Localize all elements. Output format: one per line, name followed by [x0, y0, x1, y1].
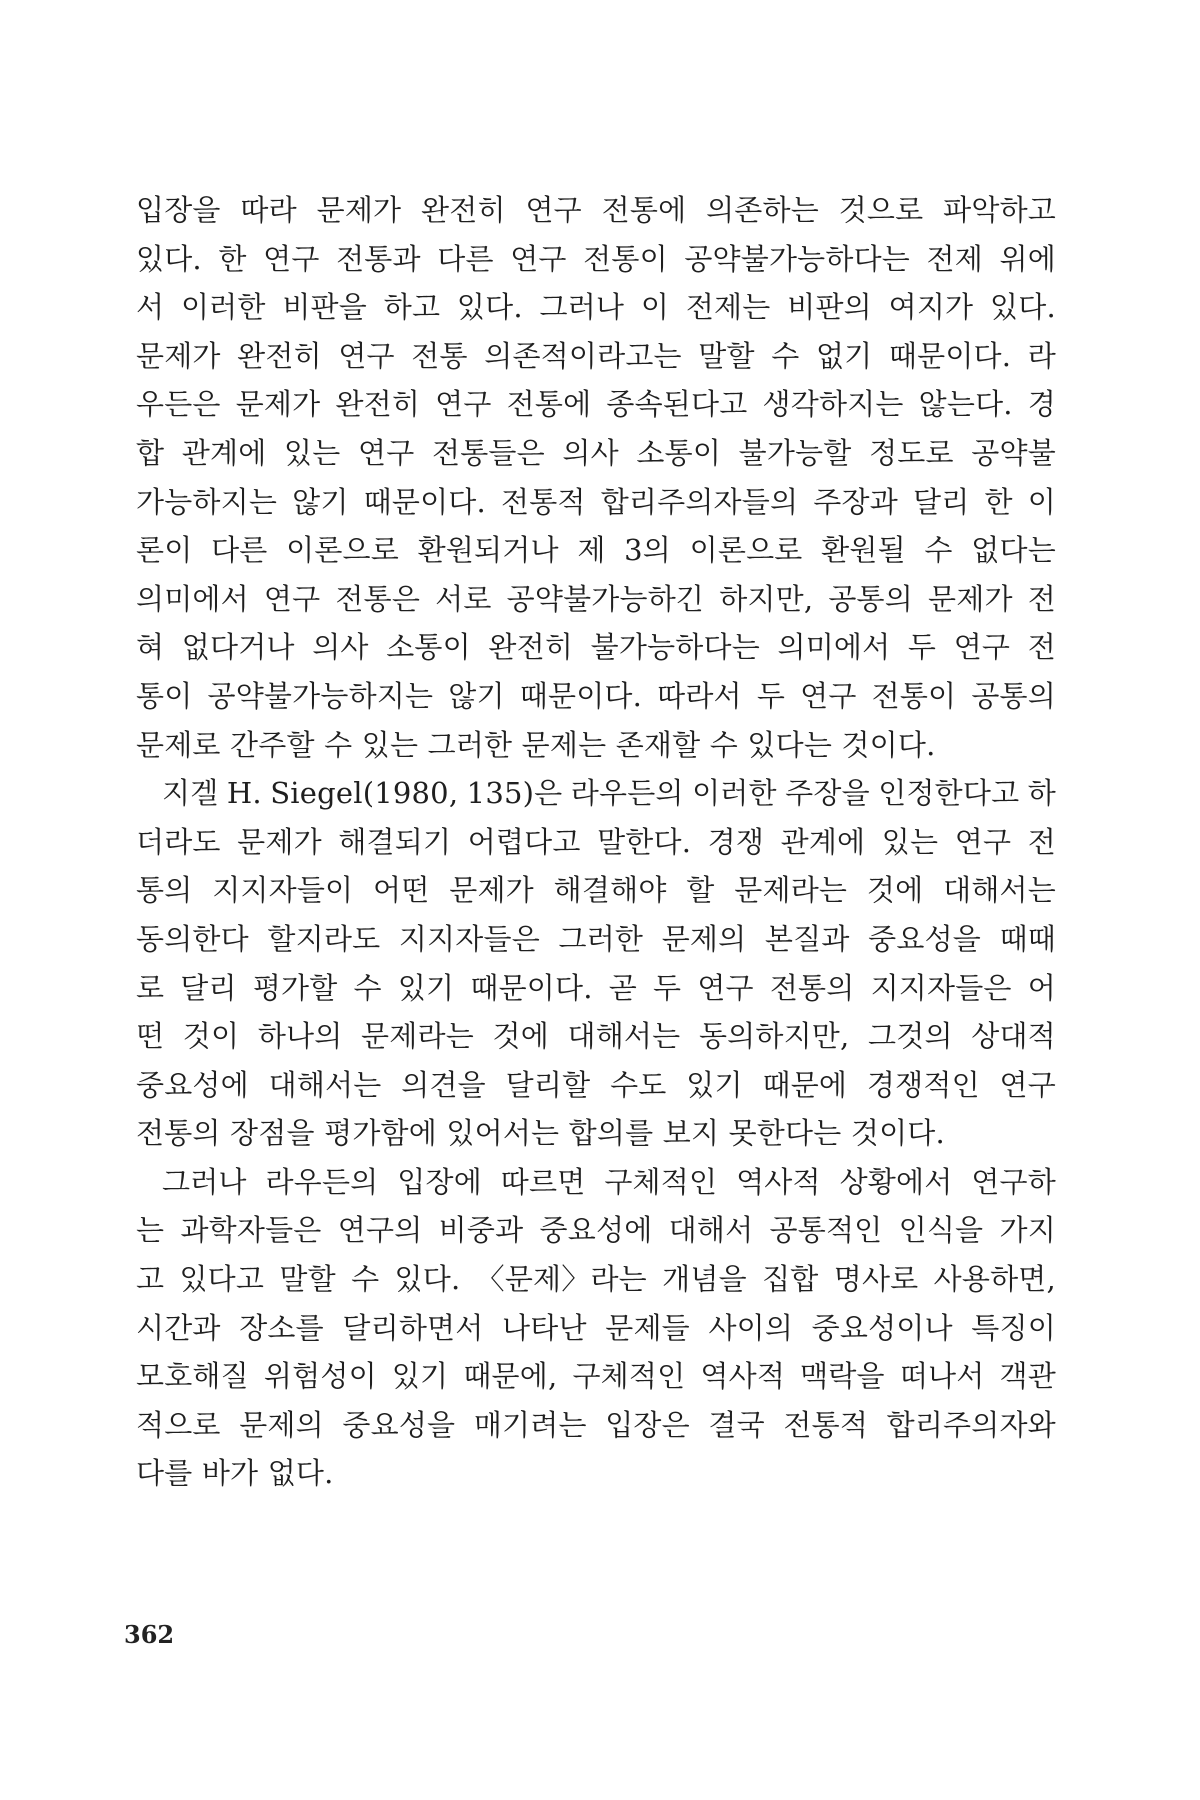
text-line [136, 186, 1056, 235]
word: 않기 [292, 484, 349, 519]
word: 때때 [999, 921, 1056, 956]
word: 공약불가능하긴 [506, 581, 705, 616]
word: 집합 [762, 1262, 819, 1297]
word: 중요성을 [342, 1407, 456, 1442]
text-line [136, 1206, 1056, 1255]
word: 전통들은 [432, 435, 545, 470]
word: 역사적 [700, 1359, 786, 1394]
word: 전통에 [506, 387, 592, 422]
text-line: 문제로 간주할 수 있는 그러한 문제는 존재할 수 있다는 것이다. [136, 727, 936, 762]
word: 경 [1027, 387, 1056, 422]
word: 문제라는 [734, 873, 848, 908]
text-line [136, 1401, 1056, 1450]
word: 서 [136, 290, 165, 325]
word: 경쟁 [707, 824, 765, 859]
word: 개념을 [662, 1262, 747, 1297]
word: 없다는 [971, 533, 1056, 568]
word: 완전히 [488, 630, 574, 665]
word: 문제가 [136, 338, 221, 373]
word: 하나의 [257, 1019, 343, 1054]
word: 〈문제〉라는 [475, 1262, 647, 1297]
word: 할지라도 [267, 921, 381, 956]
word: 전 [1027, 581, 1056, 616]
word: 공통적인 [769, 1213, 883, 1248]
word: 사용하면, [933, 1262, 1056, 1297]
text-line [136, 1061, 1056, 1110]
word: 해결되기 [338, 824, 452, 859]
word: 수 [924, 533, 953, 568]
word: 가지 [999, 1213, 1056, 1248]
word: 완전히 [421, 193, 506, 227]
word: 지겔 [162, 776, 219, 811]
word: 완전히 [335, 387, 421, 422]
text-line [136, 1304, 1056, 1353]
text-line [136, 818, 1056, 867]
word: 이러한 [692, 776, 777, 811]
word: 때문이다. [519, 678, 643, 713]
word: 한 [218, 241, 247, 276]
word: 하고 [383, 290, 441, 325]
word: 공통의 [971, 678, 1056, 713]
word: 의존하는 [706, 193, 819, 227]
word: 중요성에 [539, 1213, 653, 1248]
word: 가능하지는 [136, 484, 278, 519]
word: 있기 [391, 1359, 449, 1394]
word: 어 [1027, 970, 1056, 1005]
word: 객관 [999, 1359, 1056, 1394]
word: 전제는 [685, 290, 771, 325]
word: 지지자들이 [212, 873, 354, 908]
text-line [136, 1158, 1056, 1207]
word: 문제가 [237, 824, 322, 859]
text-line [136, 964, 1056, 1013]
word: 공통의 [828, 581, 913, 616]
word: 없다거나 [181, 630, 295, 665]
word: 연구 [338, 338, 395, 373]
text-line [136, 1352, 1056, 1401]
word: 연구 [697, 970, 754, 1005]
word: 문제가 [449, 873, 534, 908]
word: 135)은 [466, 776, 563, 811]
word: H. [226, 776, 262, 811]
word: 생각하지는 [762, 387, 904, 422]
word: 적으로 [136, 1407, 221, 1442]
word: 떠나서 [899, 1359, 985, 1394]
word: 한 [984, 484, 1013, 519]
word: 이 [640, 290, 670, 325]
word: 하 [1027, 776, 1056, 811]
word: 결국 [708, 1407, 765, 1442]
word: 하지만, [719, 581, 814, 616]
text-line [136, 380, 1056, 429]
word: 인정한다고 [878, 776, 1020, 811]
word: 상황에서 [839, 1164, 953, 1199]
word: 중요성을 [868, 921, 981, 956]
word: 대해서는 [943, 873, 1056, 908]
text-line [136, 429, 1056, 478]
word: 혀 [136, 630, 165, 665]
word: 때문이다. [888, 338, 1012, 373]
word: 문제의 [239, 1407, 324, 1442]
word: 떤 [136, 1019, 165, 1054]
word: 파악하고 [943, 193, 1056, 227]
word: 공약불가능하지는 [207, 678, 434, 713]
word: 있기 [397, 970, 455, 1005]
text-line [136, 1255, 1056, 1304]
word: 연구 [263, 241, 320, 276]
word: 연구 [358, 435, 415, 470]
word: 인식을 [898, 1213, 984, 1248]
word: 것으로 [838, 193, 924, 227]
word: 달리 [180, 970, 237, 1005]
text-line [136, 672, 1056, 721]
word: 전통과 [336, 241, 421, 276]
word: 입장은 [605, 1407, 690, 1442]
word: 연구 [953, 630, 1011, 665]
word: 연구하 [971, 1164, 1056, 1199]
word: 달리 [912, 484, 970, 519]
word: 전통적 [500, 484, 586, 519]
word: 때문에 [762, 1067, 848, 1102]
word: 전 [1027, 630, 1056, 665]
word: 어렵다고 [467, 824, 581, 859]
word: 비판을 [282, 290, 367, 325]
word: 의사 [312, 630, 369, 665]
word: 입장을 [136, 193, 221, 227]
word: 문제가 [928, 581, 1013, 616]
word: 있기 [686, 1067, 743, 1102]
word: 동의하지만, [698, 1019, 850, 1054]
word: 전통에 [601, 193, 687, 227]
word: 특징이 [971, 1310, 1056, 1345]
word: 할 [686, 873, 715, 908]
word: 불가능할 [738, 435, 852, 470]
word: 연구 [263, 581, 321, 616]
word: 문제가 [235, 387, 321, 422]
word: 평가할 [252, 970, 338, 1005]
word: 비중과 [438, 1213, 524, 1248]
word: 지지자들은 [870, 970, 1012, 1005]
word: 전통의 [769, 970, 855, 1005]
word: 곧 [608, 970, 637, 1005]
word: 전통이 [871, 678, 957, 713]
word: 경쟁적인 [866, 1067, 980, 1102]
word: 소통이 [386, 630, 471, 665]
word: 연구의 [337, 1213, 423, 1248]
word: 있다. [456, 290, 523, 325]
word: 문제가 [316, 193, 402, 227]
word: 없기 [815, 338, 873, 373]
word: 않는다. [918, 387, 1013, 422]
word: 라우든의 [265, 1164, 379, 1199]
word: 있는 [284, 435, 341, 470]
word: 라우든의 [570, 776, 684, 811]
word: 의사 [562, 435, 619, 470]
word: 것에 [866, 873, 924, 908]
word: 수 [771, 338, 800, 373]
word: 문제들 [605, 1310, 690, 1345]
word: 매기려는 [473, 1407, 587, 1442]
word: 연구 [999, 1067, 1056, 1102]
word: 어떤 [373, 873, 430, 908]
word: 통의 [136, 873, 193, 908]
word: 수 [353, 970, 382, 1005]
word: 달리하면서 [342, 1310, 484, 1345]
word: 때문이다. [363, 484, 486, 519]
word: Siegel(1980, [270, 776, 459, 811]
text-line [136, 526, 1056, 575]
word: 그러한 [558, 921, 644, 956]
word: 이러한 [180, 290, 266, 325]
word: 대해서는 [567, 1019, 681, 1054]
word: 수 [351, 1262, 380, 1297]
word: 전 [1027, 824, 1056, 859]
word: 본질과 [764, 921, 850, 956]
word: 때문이다. [470, 970, 593, 1005]
word: 장소를 [239, 1310, 324, 1345]
word: 공약불가능하다는 [684, 241, 911, 276]
word: 달리할 [505, 1067, 591, 1102]
word: 대해서는 [268, 1067, 382, 1102]
word: 전통은 [335, 581, 421, 616]
word: 론이 [136, 533, 193, 568]
word: 동의한다 [136, 921, 249, 956]
word: 대해서 [668, 1213, 754, 1248]
word: 전제 [926, 241, 983, 276]
word: 것에 [492, 1019, 549, 1054]
word: 종속된다고 [606, 387, 748, 422]
word: 다른 [211, 533, 268, 568]
text-line [136, 866, 1056, 915]
word: 통이 [136, 678, 193, 713]
text-line [136, 1012, 1056, 1061]
word: 상대적 [971, 1019, 1056, 1054]
word: 때문에, [463, 1359, 558, 1394]
word: 더라도 [136, 824, 221, 859]
word: 전통적 [783, 1407, 869, 1442]
word: 로 [136, 970, 165, 1005]
word: 맥락을 [800, 1359, 885, 1394]
word: 것이 [182, 1019, 240, 1054]
text-line [136, 332, 1056, 381]
word: 는 [136, 1213, 165, 1248]
word: 따라 [240, 193, 297, 227]
text-line [136, 575, 1056, 624]
word: 서로 [435, 581, 492, 616]
word: 여지가 [888, 290, 974, 325]
text-line [136, 235, 1056, 284]
word: 연구 [510, 241, 567, 276]
word: 그러나 [162, 1164, 247, 1199]
word: 이 [1027, 484, 1056, 519]
word: 명사로 [833, 1262, 919, 1297]
word: 말할 [698, 338, 755, 373]
word: 전통이 [583, 241, 668, 276]
word: 구체적인 [604, 1164, 718, 1199]
word: 그것의 [868, 1019, 953, 1054]
word: 불가능하다는 [590, 630, 760, 665]
word: 관계에 [181, 435, 267, 470]
word: 따르면 [500, 1164, 586, 1199]
word: 과학자들은 [180, 1213, 322, 1248]
word: 두 [907, 630, 937, 665]
word: 연구 [800, 678, 857, 713]
word: 연구 [525, 193, 582, 227]
word: 의미에서 [777, 630, 891, 665]
word: 3의 [624, 533, 672, 568]
text-line [136, 769, 1056, 818]
word: 의미에서 [136, 581, 249, 616]
word: 않기 [448, 678, 505, 713]
word: 다른 [437, 241, 494, 276]
word: 따라서 [657, 678, 742, 713]
word: 시간과 [136, 1310, 221, 1345]
word: 중요성이나 [811, 1310, 953, 1345]
page-number: 362 [124, 1620, 175, 1649]
word: 중요성에 [136, 1067, 249, 1102]
word: 문제라는 [361, 1019, 474, 1054]
word: 환원될 [821, 533, 906, 568]
word: 합 [136, 435, 165, 470]
word: 비판의 [787, 290, 872, 325]
word: 관계에 [780, 824, 866, 859]
word: 주장과 [813, 484, 898, 519]
text-line [136, 623, 1056, 672]
word: 의견을 [401, 1067, 486, 1102]
word: 문제의 [661, 921, 747, 956]
text-line: 다를 바가 없다. [136, 1456, 334, 1491]
word: 해결해야 [553, 873, 667, 908]
word: 구체적인 [572, 1359, 686, 1394]
word: 소통이 [636, 435, 722, 470]
text-line [136, 478, 1056, 527]
word: 연구 [435, 387, 492, 422]
text-line [136, 915, 1056, 964]
word: 위험성이 [263, 1359, 377, 1394]
word: 정도로 [869, 435, 954, 470]
word: 입장에 [397, 1164, 482, 1199]
word: 전통 [411, 338, 468, 373]
word: 사이의 [708, 1310, 794, 1345]
word: 모호해질 [136, 1359, 249, 1394]
word: 있다. [394, 1262, 461, 1297]
word: 제 [577, 533, 606, 568]
word: 연구 [954, 824, 1012, 859]
word: 합리주의자들의 [600, 484, 799, 519]
word: 있다고 [179, 1262, 265, 1297]
word: 있다. [136, 241, 202, 276]
word: 우든은 [136, 387, 221, 422]
word: 이론으로 [286, 533, 399, 568]
word: 주장을 [785, 776, 870, 811]
body-text [136, 186, 1056, 1498]
word: 있다. [990, 290, 1056, 325]
word: 나타난 [502, 1310, 587, 1345]
word: 이론으로 [689, 533, 803, 568]
word: 위에 [999, 241, 1056, 276]
word: 있는 [881, 824, 939, 859]
word: 지지자들은 [398, 921, 540, 956]
text-line [136, 283, 1056, 332]
word: 말한다. [597, 824, 692, 859]
word: 말할 [279, 1262, 336, 1297]
word: 두 [653, 970, 682, 1005]
word: 역사적 [736, 1164, 821, 1199]
word: 완전히 [237, 338, 322, 373]
word: 그러나 [539, 290, 625, 325]
word: 환원되거나 [417, 533, 559, 568]
word: 공약불 [971, 435, 1056, 470]
text-line: 전통의 장점을 평가함에 있어서는 합의를 보지 못한다는 것이다. [136, 1116, 945, 1151]
word: 라 [1027, 338, 1056, 373]
word: 합리주의자와 [886, 1407, 1056, 1442]
word: 의존적이라고는 [484, 338, 682, 373]
word: 고 [136, 1262, 165, 1297]
word: 수도 [610, 1067, 667, 1102]
word: 두 [756, 678, 786, 713]
